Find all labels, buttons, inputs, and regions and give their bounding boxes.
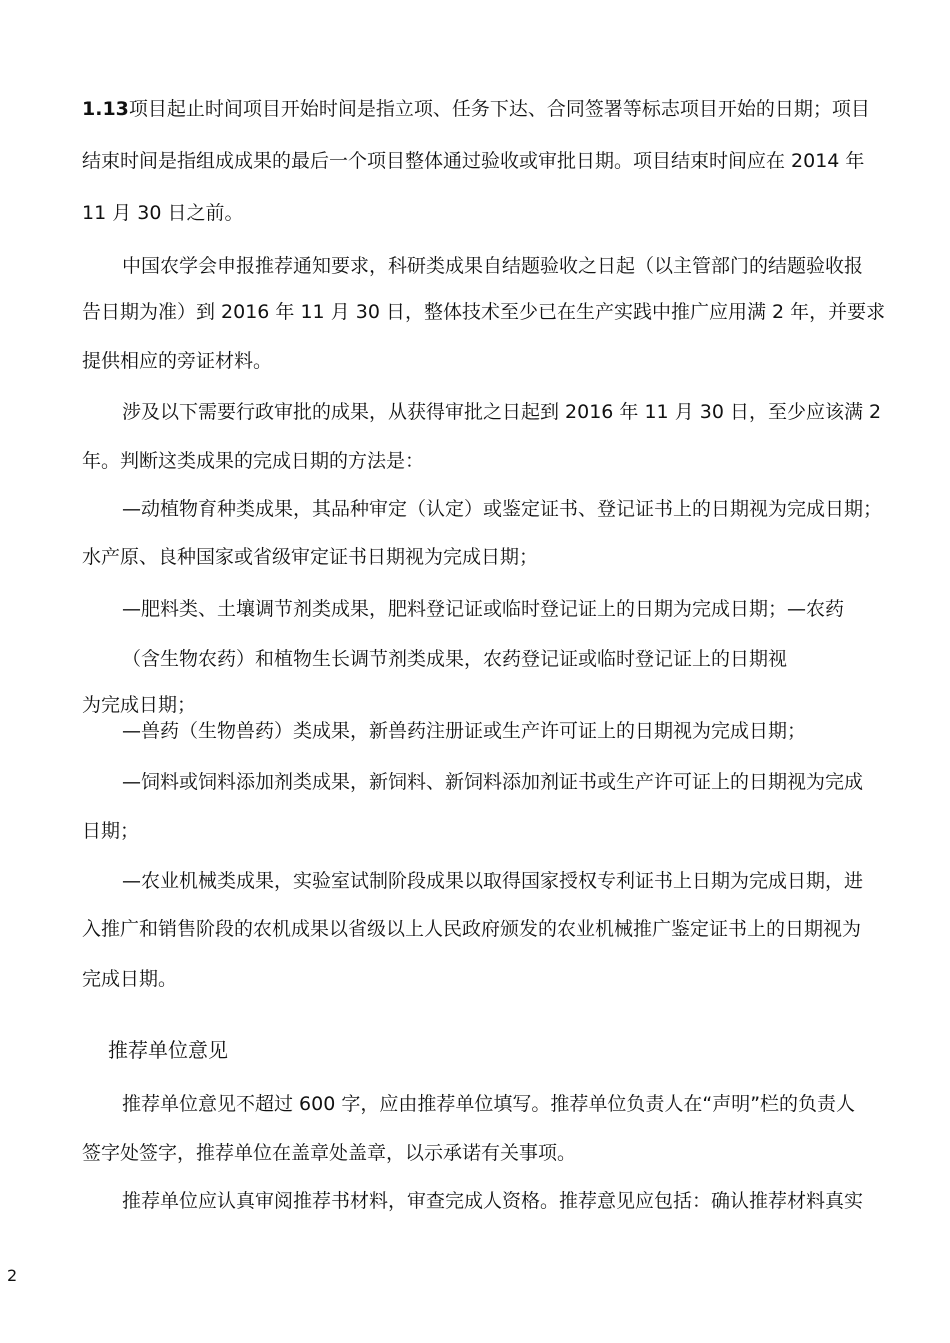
admin-paragraph-line-2: 年。判断这类成果的完成日期的方法是：: [82, 450, 425, 472]
machinery-item-line-2: 入推广和销售阶段的农机成果以省级以上人民政府颁发的农业机械推广鉴定证书上的日期视为: [82, 918, 862, 940]
feed-item-line-1: —饲料或饲料添加剂类成果，新饲料、新饲料添加剂证书或生产许可证上的日期视为完成: [122, 771, 864, 793]
section-1-13-text: 项目起止时间项目开始时间是指立项、任务下达、合同签署等标志项目开始的日期；项目: [128, 98, 870, 120]
fertilizer-item-line-2: （含生物农药）和植物生长调节剂类成果，农药登记证或临时登记证上的日期视: [122, 648, 788, 670]
notice-paragraph-line-3: 提供相应的旁证材料。: [82, 350, 273, 372]
fertilizer-item-line-1: —肥料类、土壤调节剂类成果，肥料登记证或临时登记证上的日期为完成日期；—农药: [122, 598, 845, 620]
machinery-item-line-3: 完成日期。: [82, 968, 178, 990]
section-1-13-line-1: [82, 97, 870, 121]
section-1-13-line-2: 结束时间是指组成成果的最后一个项目整体通过验收或审批日期。项目结束时间应在 2014 年: [82, 150, 865, 172]
veterinary-item-line-1: —兽药（生物兽药）类成果，新兽药注册证或生产许可证上的日期视为完成日期；: [122, 720, 807, 742]
section-number: 1.13: [82, 98, 129, 120]
recommend-heading: 推荐单位意见: [108, 1038, 228, 1062]
page-number: 2: [7, 1266, 18, 1285]
admin-paragraph-line-1: 涉及以下需要行政审批的成果，从获得审批之日起到 2016 年 11 月 30 日，至少应该满 2: [122, 401, 882, 423]
feed-item-line-2: 日期；: [82, 820, 140, 842]
section-1-13-line-3: 11 月 30 日之前。: [82, 202, 244, 224]
recommend-paragraph-2-line-1: 推荐单位应认真审阅推荐书材料，审查完成人资格。推荐意见应包括：确认推荐材料真实: [122, 1190, 864, 1212]
notice-paragraph-line-2: 告日期为准）到 2016 年 11 月 30 日，整体技术至少已在生产实践中推广应用满 2 年，并要求: [82, 301, 886, 323]
recommend-paragraph-1-line-1: 推荐单位意见不超过 600 字，应由推荐单位填写。推荐单位负责人在“声明”栏的负责人: [122, 1093, 856, 1115]
recommend-paragraph-1-line-2: 签字处签字，推荐单位在盖章处盖章，以示承诺有关事项。: [82, 1142, 577, 1164]
notice-paragraph-line-1: 中国农学会申报推荐通知要求，科研类成果自结题验收之日起（以主管部门的结题验收报: [122, 255, 864, 277]
plants-item-line-1: —动植物育种类成果，其品种审定（认定）或鉴定证书、登记证书上的日期视为完成日期；: [122, 498, 883, 520]
fertilizer-item-line-3: 为完成日期；: [82, 694, 197, 716]
machinery-item-line-1: —农业机械类成果，实验室试制阶段成果以取得国家授权专利证书上日期为完成日期，进: [122, 870, 864, 892]
plants-item-line-2: 水产原、良种国家或省级审定证书日期视为完成日期；: [82, 546, 539, 568]
